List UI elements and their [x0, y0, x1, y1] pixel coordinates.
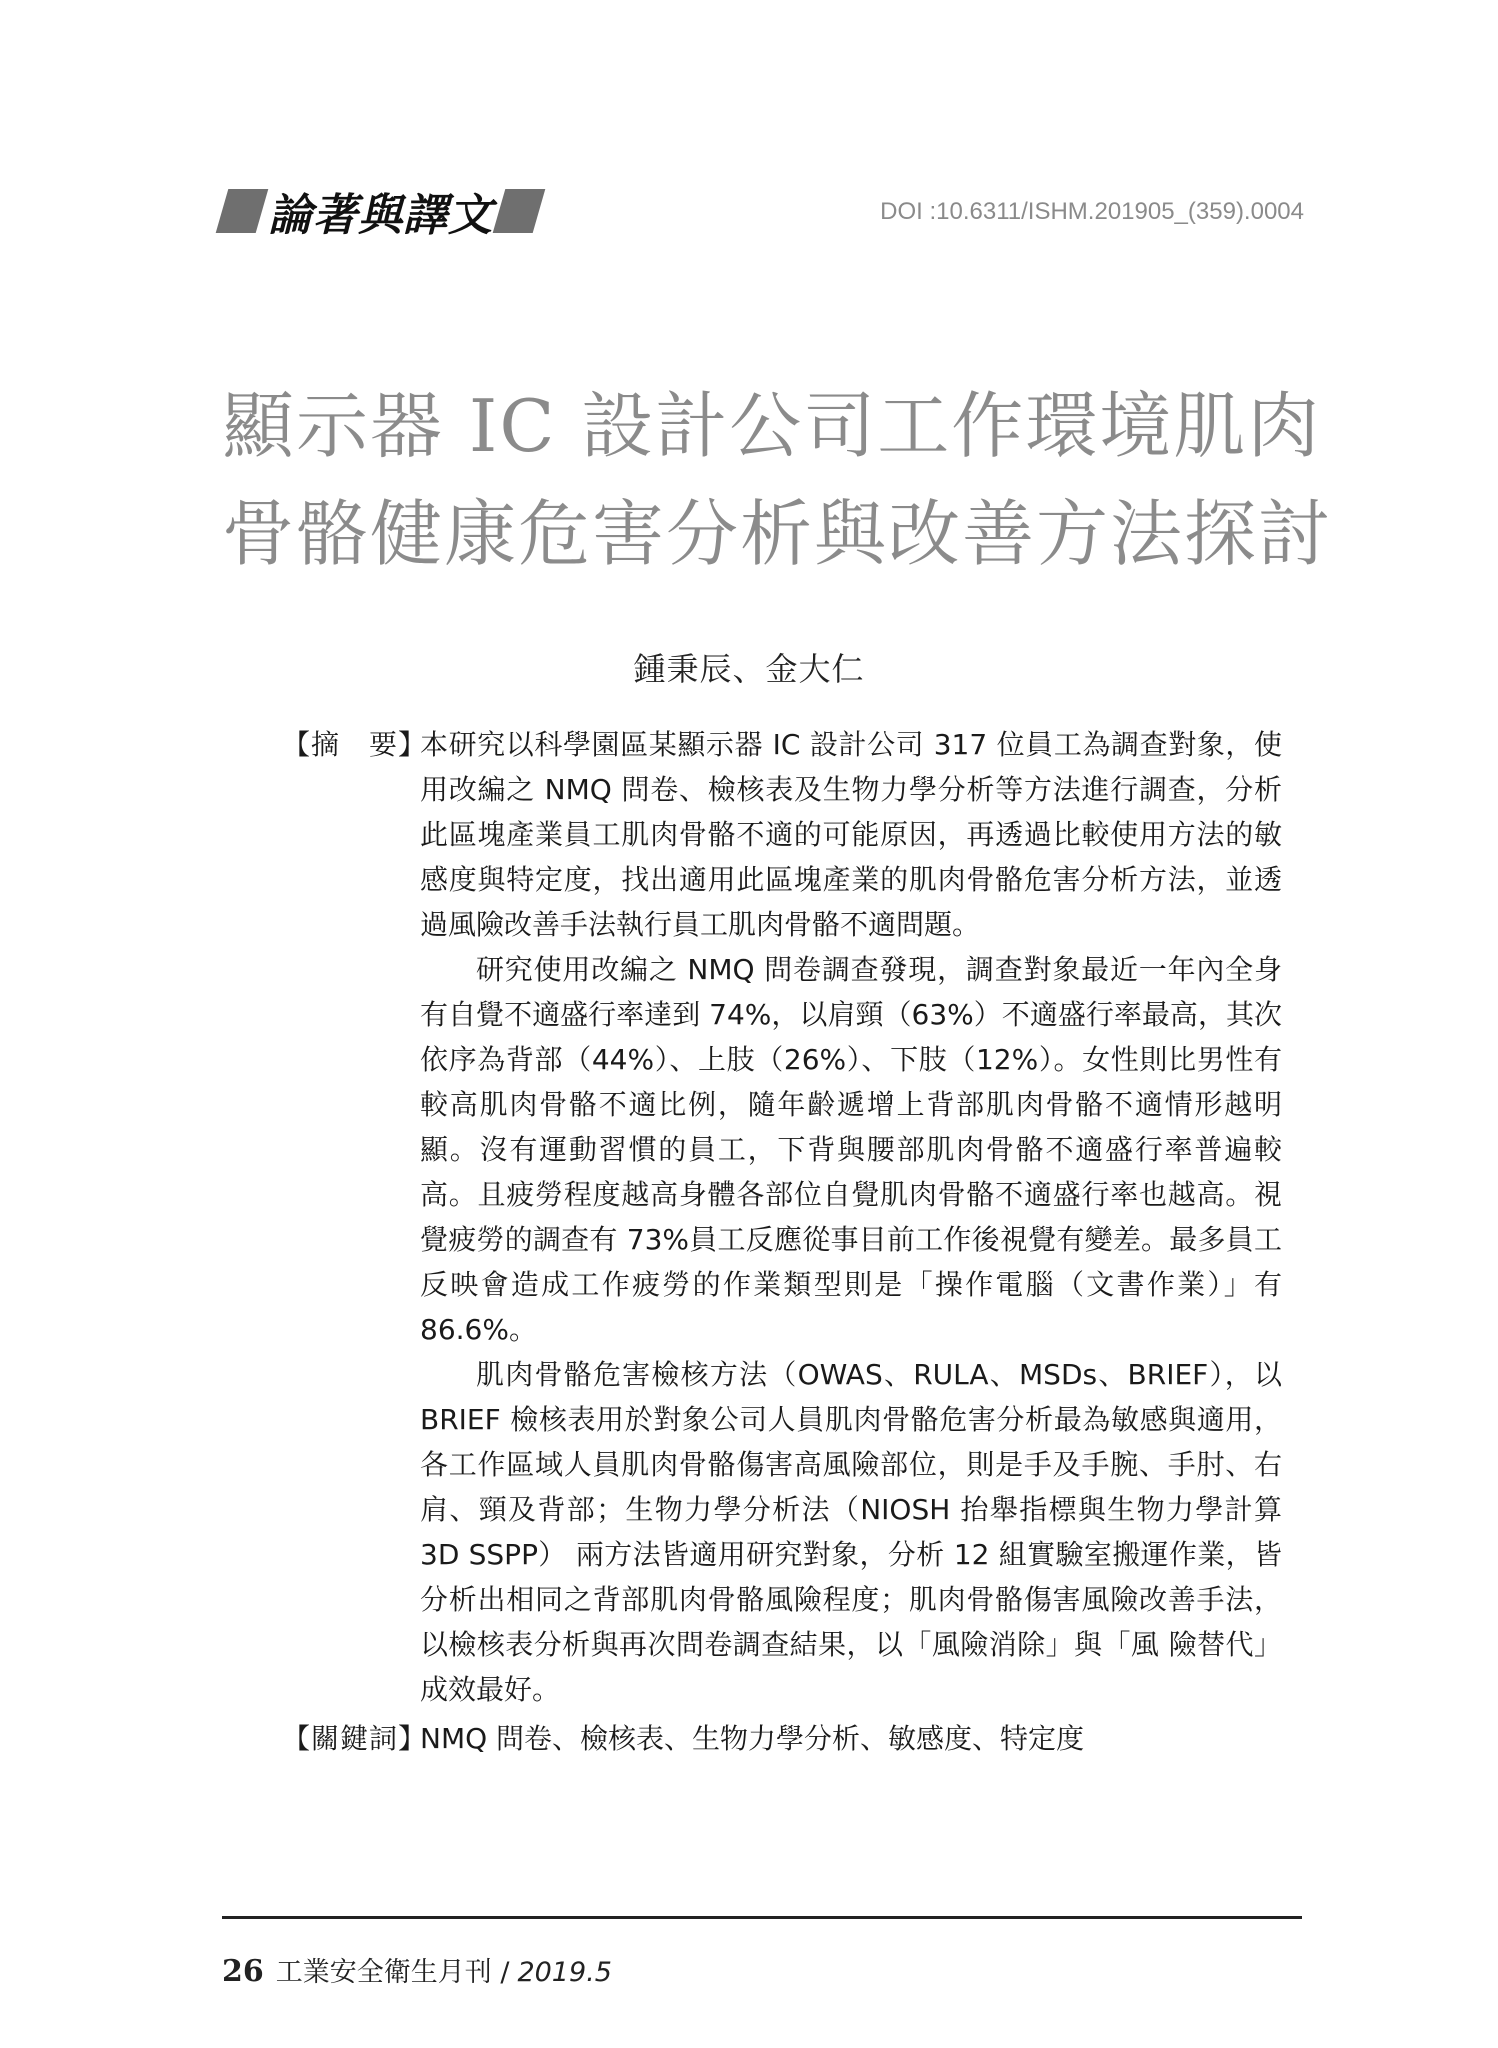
footer-divider — [222, 1916, 1302, 1919]
section-tag-left-bar — [216, 189, 269, 233]
journal-issue: 2019.5 — [517, 1957, 612, 1988]
doi-text: DOI :10.6311/ISHM.201905_(359).0004 — [880, 198, 1304, 225]
page-number: 26 — [222, 1954, 264, 1989]
keywords-text: NMQ 問卷、檢核表、生物力學分析、敏感度、特定度 — [420, 1722, 1085, 1755]
abstract-paragraph-3: 肌肉骨骼危害檢核方法（OWAS、RULA、MSDs、BRIEF），以 BRIEF 檢核表用於對象公司人員肌肉骨骼危害分析最為敏感與適用，各工作區域人員肌肉骨骼傷害高風險部位，則是手及手腕、手肘、右肩、頸及背部；生物力學分析法（NIOSH 抬舉指標與生物力學計算 3D SSPP） 兩方法皆適用研究對象，分析 12 組實驗室搬運作業，皆分析出相同之背部肌肉骨骼風險程度；肌肉骨骼傷害風險改善手法，以檢核表分析與再次問卷調查結果，以「風險消除」與「風 險替代」成效最好。 — [420, 1358, 1282, 1706]
article-title — [222, 372, 1333, 588]
article-title-line-1: 顯示器 IC 設計公司工作環境肌肉 — [222, 384, 1322, 468]
author-list: 鍾秉辰、金大仁 — [633, 650, 865, 688]
journal-name: 工業安全衛生月刊 / — [275, 1957, 510, 1988]
section-tag-text: 論著與譯文 — [268, 190, 493, 241]
abstract-paragraph-1: 本研究以科學園區某顯示器 IC 設計公司 317 位員工為調查對象，使用改編之 NMQ 問卷、檢核表及生物力學分析等方法進行調查，分析此區塊產業員工肌肉骨骼不適的可能原因，再透過比較使用方法的敏感度與特定度，找出適用此區塊產業的肌肉骨骼危害分析方法，並透過風險改善手法執行員工肌肉骨骼不適問題。 — [420, 728, 1282, 941]
keywords-label: 【關鍵詞】 — [282, 1722, 428, 1755]
abstract-body — [420, 722, 1282, 1712]
abstract-row — [282, 722, 1282, 1712]
article-title-line-2: 骨骼健康危害分析與改善方法探討 — [222, 492, 1333, 576]
abstract-paragraph-2: 研究使用改編之 NMQ 問卷調查發現，調查對象最近一年內全身有自覺不適盛行率達到 74%，以肩頸（63%）不適盛行率最高，其次依序為背部（44%）、上肢（26%）、下肢（12%）。女性則比男性有較高肌肉骨骼不適比例，隨年齡遞增上背部肌肉骨骼不適情形越明顯。沒有運動習慣的員工，下背與腰部肌肉骨骼不適盛行率普遍較高。且疲勞程度越高身體各部位自覺肌肉骨骼不適盛行率也越高。視覺疲勞的調查有 73%員工反應從事目前工作後視覺有變差。最多員工反映會造成工作疲勞的作業類型則是「操作電腦（文書作業）」有 86.6%。 — [420, 953, 1282, 1346]
keywords-row — [282, 1716, 1282, 1761]
abstract-label: 【摘 要】 — [282, 728, 428, 761]
page-footer — [222, 1950, 612, 1989]
abstract-section — [282, 722, 1282, 1761]
section-tag-right-bar — [493, 189, 546, 233]
section-tag — [222, 186, 539, 241]
